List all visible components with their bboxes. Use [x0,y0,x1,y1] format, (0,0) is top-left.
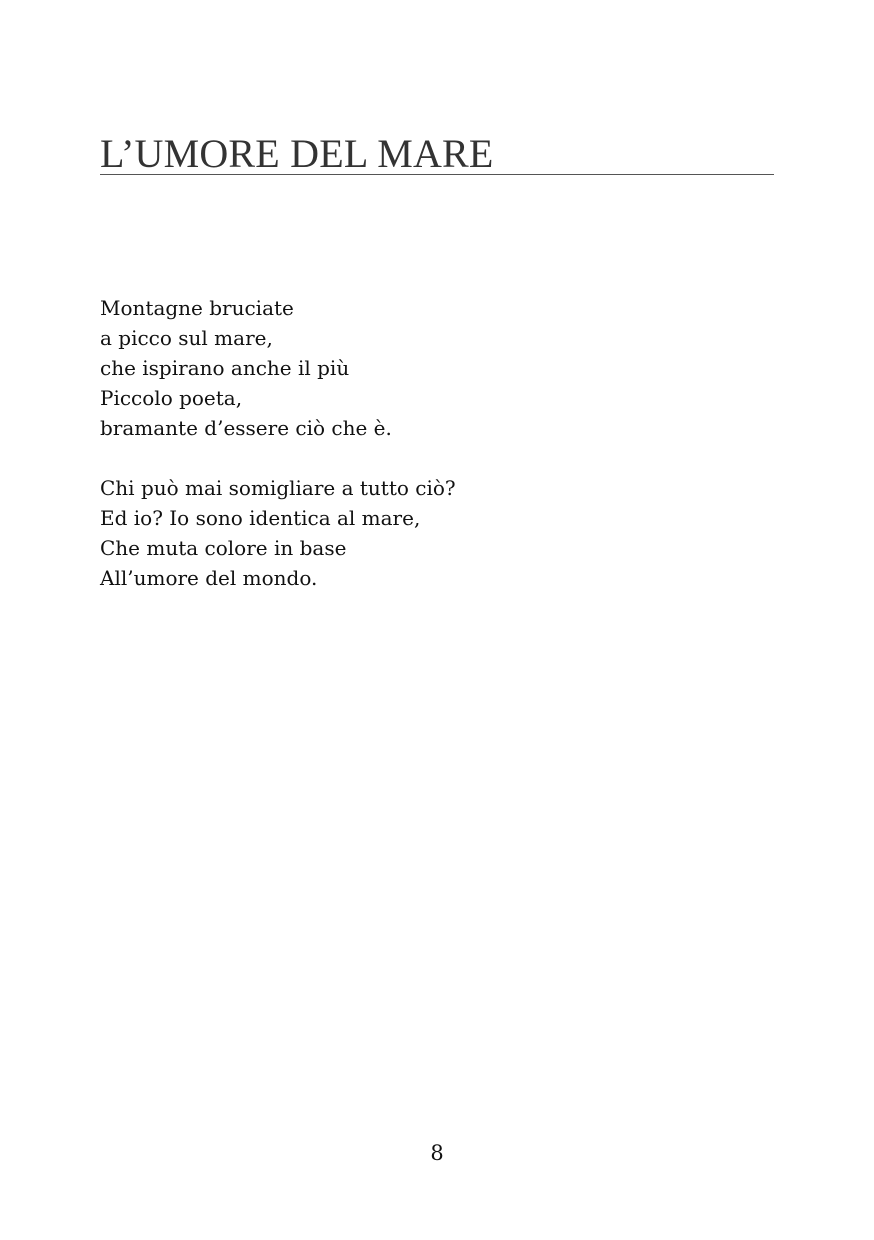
poem-body [100,293,774,593]
title-underline-rule [100,174,774,175]
verse-line: All’umore del mondo. [100,566,318,590]
verse-line: Ed io? Io sono identica al mare, [100,506,421,530]
verse-line: Chi può mai somigliare a tutto ciò? [100,476,456,500]
verse-line: bramante d’essere ciò che è. [100,416,392,440]
verse-line: Montagne bruciate [100,296,294,320]
verse-line: Che muta colore in base [100,536,347,560]
verse-line: Piccolo poeta, [100,386,243,410]
stanza-1 [100,293,774,443]
verse-line: che ispirano anche il più [100,356,350,380]
page-number: 8 [430,1141,444,1165]
verse-line: a picco sul mare, [100,326,273,350]
stanza-2 [100,473,774,593]
page-title: L’UMORE DEL MARE [100,131,494,176]
